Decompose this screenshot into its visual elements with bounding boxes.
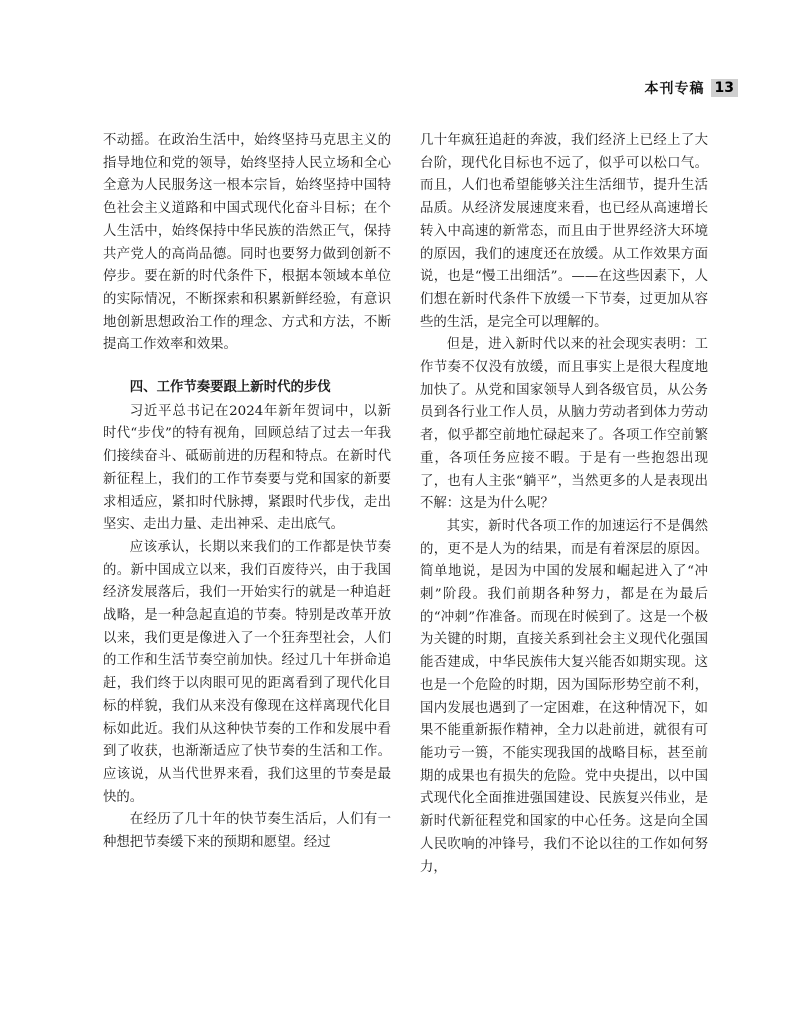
right-column (420, 130, 708, 879)
left-column (103, 130, 391, 855)
paragraph: 不动摇。在政治生活中，始终坚持马克思主义的指导地位和党的领导，始终坚持人民立场和全心全意为人民服务这一根本宗旨，始终坚持中国特色社会主义道路和中国式现代化奋斗目标；在个人生活中，始终保持中华民族的浩然正气，保持共产党人的高尚品德。同时也要努力做到创新不停步。要在新的时代条件下，根据本领域本单位的实际情况，不断探索和积累新鲜经验，有意识地创新思想政治工作的理念、方式和方法，不断提高工作效率和效果。 (103, 133, 391, 353)
paragraph: 但是，进入新时代以来的社会现实表明：工作节奏不仅没有放缓，而且事实上是很大程度地加快了。从党和国家领导人到各级官员，从公务员到各行业工作人员，从脑力劳动者到体力劳动者，似乎都空前地忙碌起来了。各项工作空前繁重，各项任务应接不暇。于是有一些抱怨出现了，也有人主张“躺平”，当然更多的人是表现出不解：这是为什么呢？ (420, 337, 708, 512)
paragraph: 习近平总书记在2024年新年贺词中，以新时代“步伐”的特有视角，回顾总结了过去一年我们接续奋斗、砥砺前进的历程和特点。在新时代新征程上，我们的工作节奏要与党和国家的新要求相适应，紧扣时代脉搏，紧跟时代步伐，走出坚实、走出力量、走出神采、走出底气。 (103, 403, 391, 533)
paragraph: 在经历了几十年的快节奏生活后，人们有一种想把节奏缓下来的预期和愿望。经过 (103, 812, 391, 851)
page-number: 13 (711, 79, 738, 97)
section-heading: 四、工作节奏要跟上新时代的步伐 (129, 380, 331, 396)
paragraph: 几十年疯狂追赶的奔波，我们经济上已经上了大台阶，现代化目标也不远了，似乎可以松口气。而且，人们也希望能够关注生活细节，提升生活品质。从经济发展速度来看，也已经从高速增长转入中高速的新常态，而且由于世界经济大环境的原因，我们的速度还在放缓。从工作效果方面说，也是“慢工出细活”。——在这些因素下，人们想在新时代条件下放缓一下节奏，过更加从容些的生活，是完全可以理解的。 (420, 133, 708, 330)
section-name: 本刊专稿 (644, 81, 705, 97)
paragraph: 其实，新时代各项工作的加速运行不是偶然的，更不是人为的结果，而是有着深层的原因。简单地说，是因为中国的发展和崛起进入了“冲刺”阶段。我们前期各种努力，都是在为最后的“冲刺”作准备。而现在时候到了。这是一个极为关键的时期，直接关系到社会主义现代化强国能否建成，中华民族伟大复兴能否如期实现。这也是一个危险的时期，因为国际形势空前不利，国内发展也遇到了一定困难，在这种情况下，如果不能重新振作精神，全力以赴前进，就很有可能功亏一篑，不能实现我国的战略目标，甚至前期的成果也有损失的危险。党中央提出，以中国式现代化全面推进强国建设、民族复兴伟业，是新时代新征程党和国家的中心任务。这是向全国人民吹响的冲锋号，我们不论以往的工作如何努力， (420, 518, 708, 875)
running-header (645, 78, 738, 98)
paragraph: 应该承认，长期以来我们的工作都是快节奏的。新中国成立以来，我们百废待兴，由于我国经济发展落后，我们一开始实行的就是一种追赶战略，是一种急起直追的节奏。特别是改革开放以来，我们更是像进入了一个狂奔型社会，人们的工作和生活节奏空前加快。经过几十年拼命追赶，我们终于以肉眼可见的距离看到了现代化目标的样貌，我们从来没有像现在这样离现代化目标如此近。我们从这种快节奏的工作和发展中看到了收获，也渐渐适应了快节奏的生活和工作。应该说，从当代世界来看，我们这里的节奏是最快的。 (103, 539, 391, 805)
